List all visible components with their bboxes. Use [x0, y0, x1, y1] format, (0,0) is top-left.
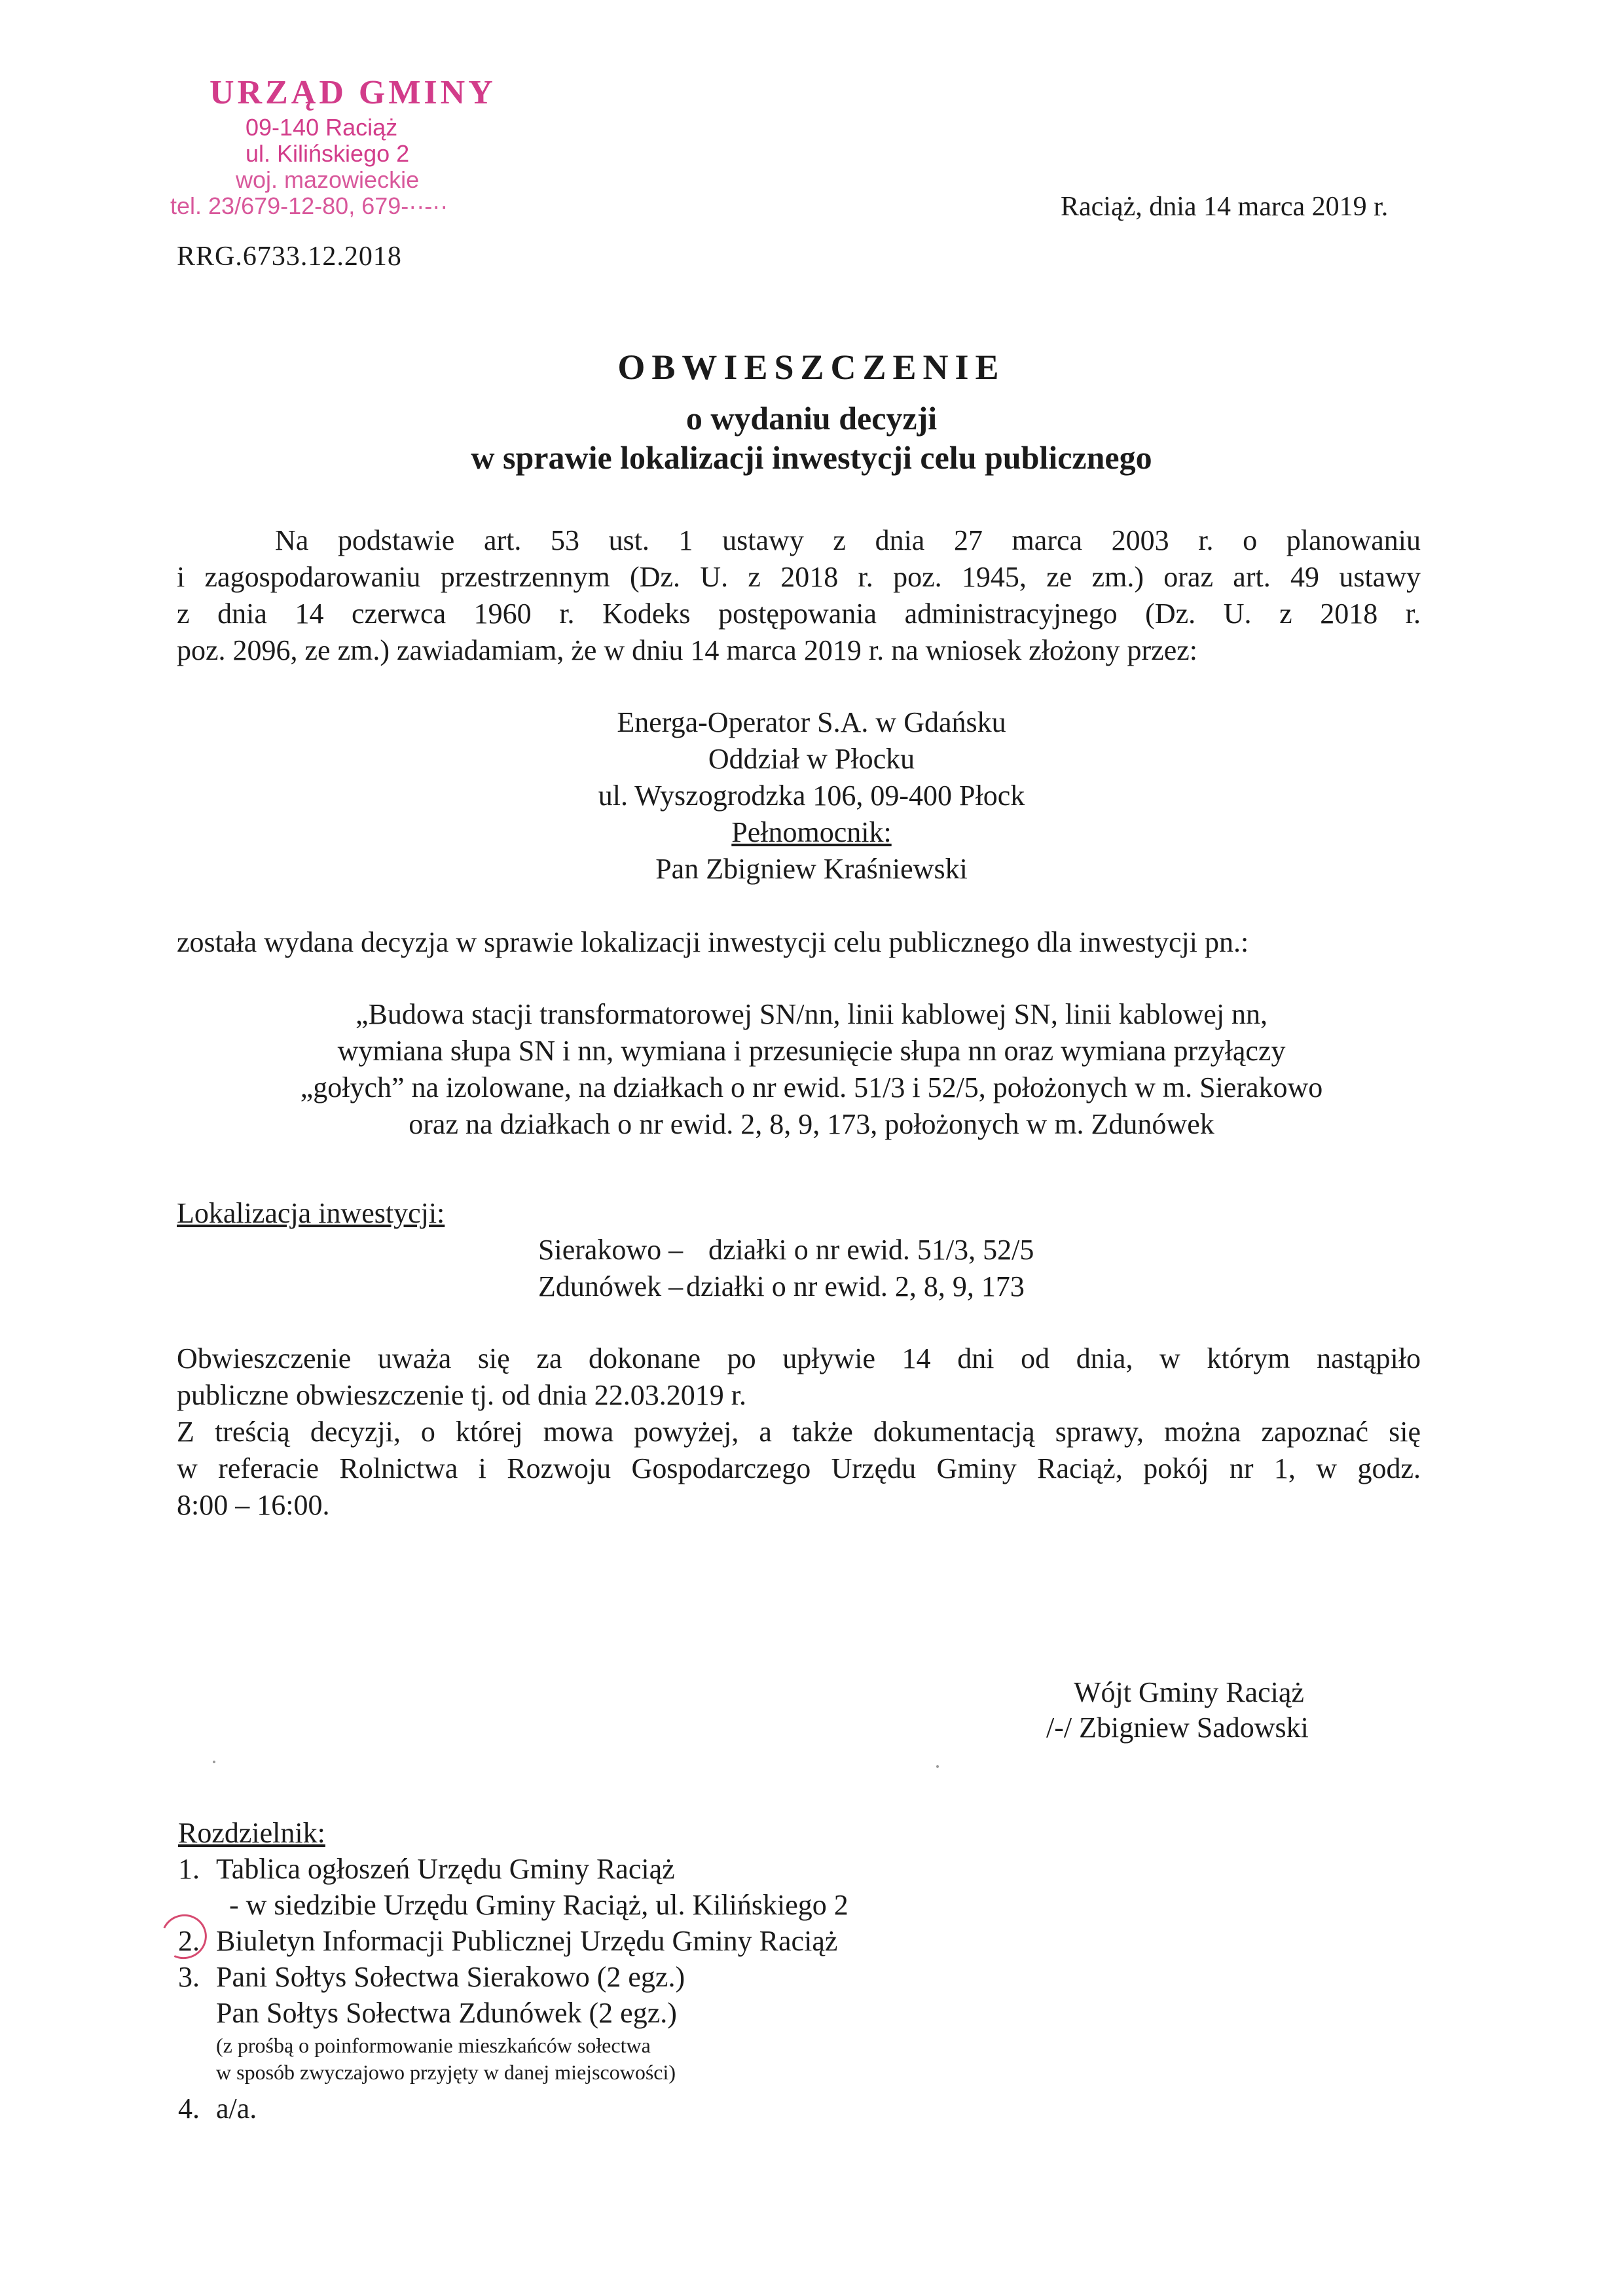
- intro-line-3: z dnia 14 czerwca 1960 r. Kodeks postępowania administracyjnego (Dz. U. z 2018 r.: [177, 598, 1421, 630]
- notice-line-2: publiczne obwieszczenie tj. od dnia 22.03.2019 r.: [177, 1379, 746, 1411]
- document-title: OBWIESZCZENIE: [617, 348, 1006, 387]
- investment-line-3: „gołych” na izolowane, na działkach o nr ewid. 51/3 i 52/5, położonych w m. Sierakowo: [300, 1071, 1323, 1103]
- document-subtitle-1: o wydaniu decyzji: [685, 400, 938, 437]
- location-label: Lokalizacja inwestycji:: [177, 1197, 445, 1229]
- distribution-item-text: Biuletyn Informacji Publicznej Urzędu Gminy Raciąż: [216, 1925, 838, 1957]
- applicant-branch: Oddział w Płocku: [708, 743, 915, 775]
- distribution-item-number: 3.: [178, 1961, 200, 1993]
- distribution-item-number: 1.: [178, 1853, 200, 1885]
- investment-line-1: „Budowa stacji transformatorowej SN/nn, linii kablowej SN, linii kablowej nn,: [355, 998, 1268, 1030]
- decision-statement: została wydana decyzja w sprawie lokalizacji inwestycji celu publicznego dla inwestycji pn.:: [177, 926, 1249, 958]
- stamp-office-name: URZĄD GMINY: [210, 74, 496, 111]
- distribution-item-text: a/a.: [216, 2092, 257, 2125]
- distribution-item-text: Tablica ogłoszeń Urzędu Gminy Raciąż: [216, 1853, 675, 1885]
- distribution-item-number: 4.: [178, 2092, 200, 2125]
- intro-line-1: Na podstawie art. 53 ust. 1 ustawy z dnia 27 marca 2003 r. o planowaniu: [275, 524, 1421, 556]
- signatory-name: /-/ Zbigniew Sadowski: [1046, 1712, 1309, 1744]
- notice-line-1: Obwieszczenie uważa się za dokonane po upływie 14 dni od dnia, w którym nastąpiło: [177, 1342, 1421, 1374]
- proxy-name: Pan Zbigniew Kraśniewski: [655, 853, 968, 885]
- distribution-label: Rozdzielnik:: [178, 1817, 325, 1849]
- signatory-title: Wójt Gminy Raciąż: [1074, 1676, 1304, 1708]
- distribution-item-detail: - w siedzibie Urzędu Gminy Raciąż, ul. Kilińskiego 2: [229, 1889, 848, 1921]
- location-plots: działki o nr ewid. 2, 8, 9, 173: [686, 1270, 1025, 1302]
- distribution-note: w sposób zwyczajowo przyjęty w danej miejscowości): [216, 2060, 676, 2084]
- distribution-item-detail: Pan Sołtys Sołectwa Zdunówek (2 egz.): [216, 1997, 677, 2029]
- scan-speck: [936, 1765, 939, 1768]
- reference-number: RRG.6733.12.2018: [177, 242, 402, 272]
- intro-line-2: i zagospodarowaniu przestrzennym (Dz. U. z 2018 r. poz. 1945, ze zm.) oraz art. 49 ustawy: [177, 561, 1421, 593]
- notice-line-4: w referacie Rolnictwa i Rozwoju Gospodarczego Urzędu Gminy Raciąż, pokój nr 1, w godz.: [177, 1452, 1421, 1484]
- distribution-item: [178, 1960, 685, 1994]
- investment-line-2: wymiana słupa SN i nn, wymiana i przesunięcie słupa nn oraz wymiana przyłączy: [337, 1035, 1286, 1067]
- stamp-street: ul. Kilińskiego 2: [246, 140, 410, 167]
- proxy-label: Pełnomocnik:: [731, 816, 892, 848]
- location-place: Zdunówek –: [538, 1270, 684, 1302]
- applicant-name: Energa-Operator S.A. w Gdańsku: [617, 706, 1006, 738]
- distribution-item-text: Pani Sołtys Sołectwa Sierakowo (2 egz.): [216, 1961, 685, 1993]
- intro-line-4: poz. 2096, ze zm.) zawiadamiam, że w dniu 14 marca 2019 r. na wniosek złożony przez:: [177, 634, 1197, 666]
- distribution-note: (z prośbą o poinformowanie mieszkańców sołectwa: [216, 2034, 651, 2057]
- distribution-item: [178, 1852, 675, 1886]
- notice-line-3: Z treścią decyzji, o której mowa powyżej, a także dokumentacją sprawy, można zapoznać się: [177, 1416, 1421, 1448]
- document-subtitle-2: w sprawie lokalizacji inwestycji celu publicznego: [471, 439, 1152, 476]
- document-date: Raciąż, dnia 14 marca 2019 r.: [1061, 192, 1389, 222]
- applicant-address: ul. Wyszogrodzka 106, 09-400 Płock: [598, 780, 1025, 812]
- distribution-item-number: 2.: [178, 1925, 200, 1957]
- distribution-item: [178, 2092, 257, 2125]
- stamp-phone: tel. 23/679-12-80, 679-··-··: [170, 192, 448, 219]
- stamp-voivodeship: woj. mazowieckie: [236, 166, 420, 193]
- location-plots: działki o nr ewid. 51/3, 52/5: [708, 1234, 1034, 1266]
- investment-line-4: oraz na działkach o nr ewid. 2, 8, 9, 173, położonych w m. Zdunówek: [409, 1108, 1214, 1140]
- location-place: Sierakowo –: [538, 1234, 684, 1266]
- scan-speck: [213, 1761, 215, 1763]
- stamp-postal-code: 09-140 Raciąż: [246, 114, 398, 141]
- distribution-item: [178, 1924, 837, 1958]
- notice-line-5: 8:00 – 16:00.: [177, 1489, 330, 1521]
